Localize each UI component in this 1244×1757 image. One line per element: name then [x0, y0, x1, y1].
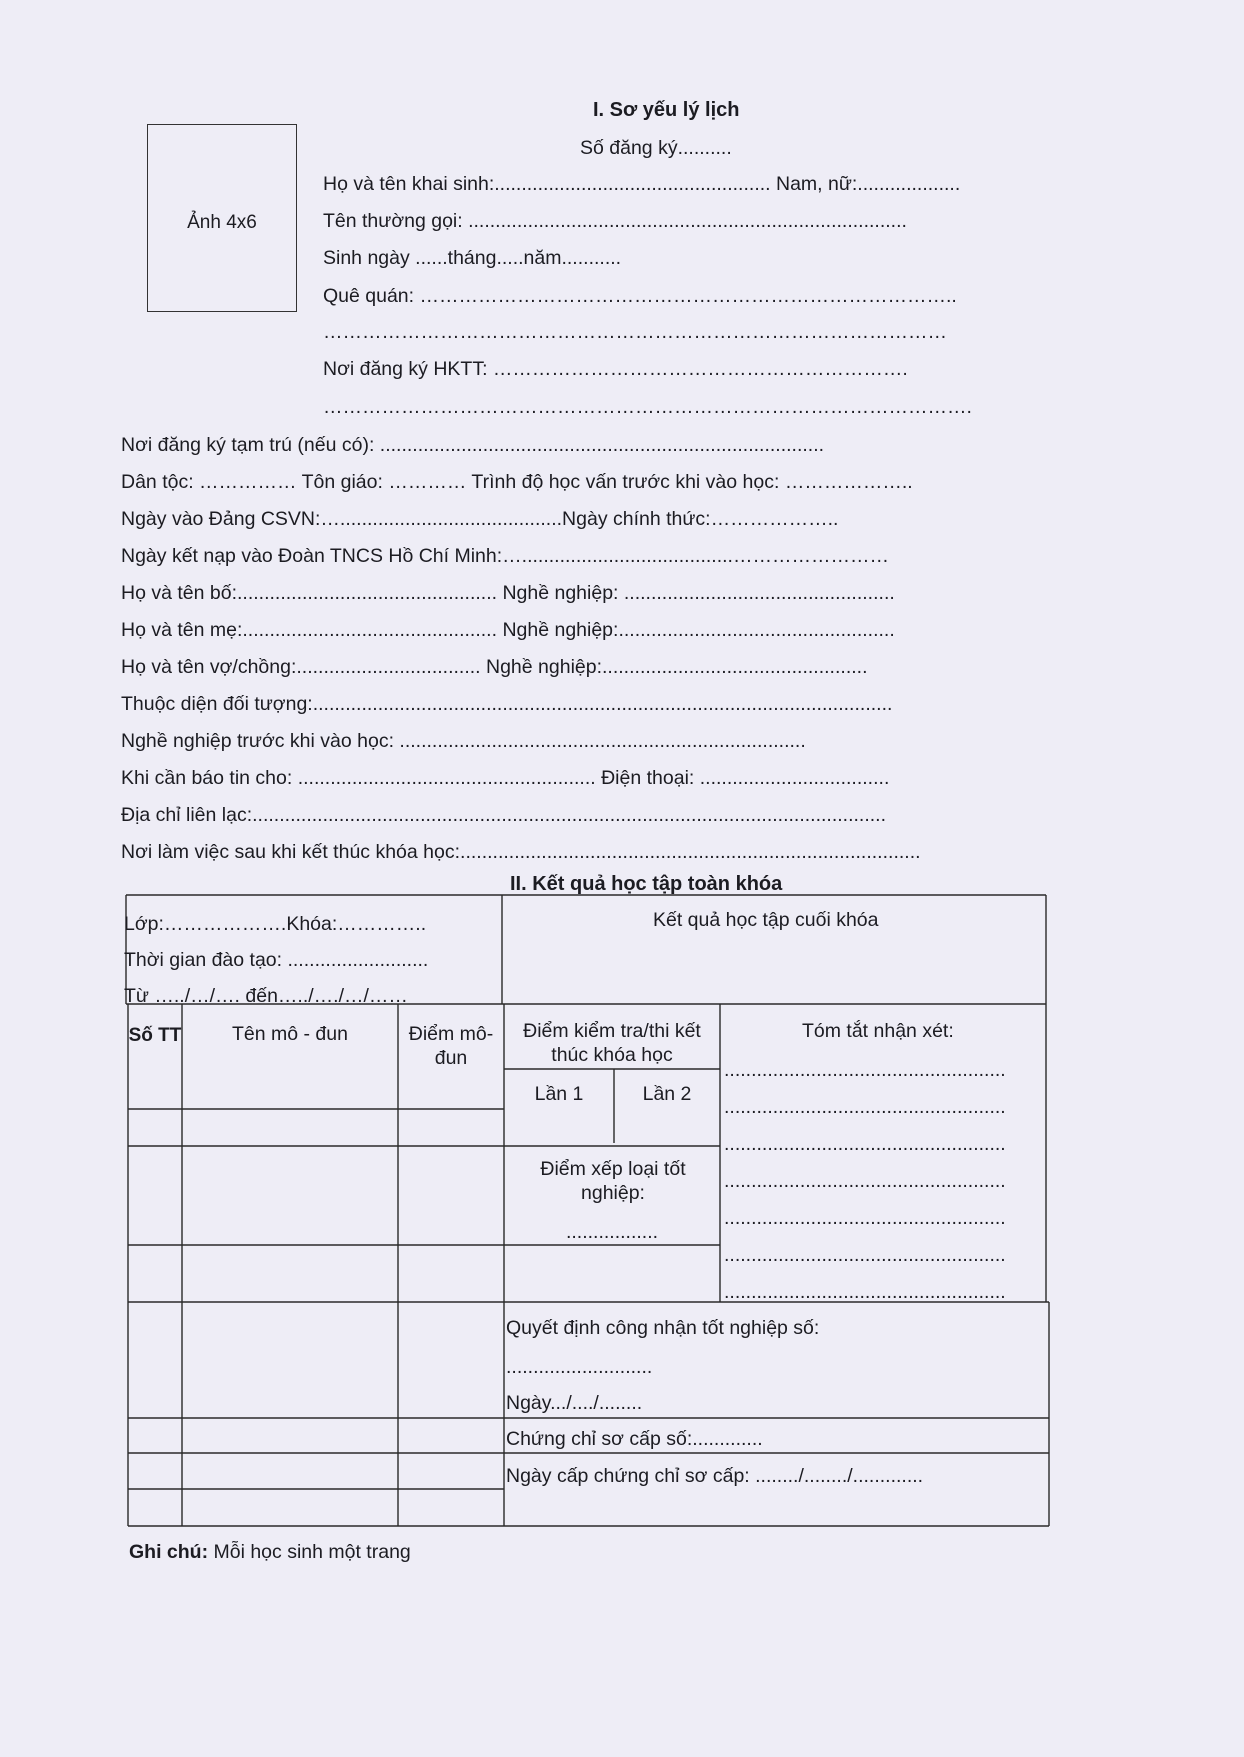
graduation-decision-number: ........................... — [506, 1356, 653, 1378]
training-period-field: Từ …../…/…. đến…../…./…/…… — [124, 985, 408, 1007]
field-prior-occupation: Nghề nghiệp trước khi vào học: ........................................................................... — [121, 730, 806, 752]
field-permanent-residence: Nơi đăng ký HKTT: ………………………………………………………. — [323, 358, 908, 380]
graduation-rank-value: ................. — [565, 1221, 659, 1243]
field-address: Địa chỉ liên lạc:..................................................................................................................... — [121, 804, 887, 826]
col-header-summary: Tóm tắt nhận xét: — [802, 1020, 954, 1042]
field-hometown: Quê quán: ……………………………………………………………………….. — [323, 285, 957, 307]
final-results-heading: Kết quả học tập cuối khóa — [653, 909, 879, 931]
footnote — [129, 1540, 411, 1564]
col-header-no: Số TT — [128, 1025, 182, 1046]
summary-line: .................................................... — [724, 1244, 1006, 1266]
summary-line: .................................................... — [724, 1207, 1006, 1229]
field-temporary-residence: Nơi đăng ký tạm trú (nếu có): .................................................................................. — [121, 434, 825, 456]
summary-line: .................................................... — [724, 1059, 1006, 1081]
field-birth-name: Họ và tên khai sinh:................................................... Nam, nữ:................... — [323, 173, 961, 195]
field-workplace-after: Nơi làm việc sau khi kết thúc khóa học:..................................................................................... — [121, 841, 921, 863]
col-header-attempt2: Lần 2 — [642, 1083, 692, 1105]
certificate-number: Chứng chỉ sơ cấp số:............. — [506, 1428, 763, 1450]
col-header-score: Điểm mô-đun — [408, 1023, 494, 1069]
field-father: Họ và tên bố:................................................ Nghề nghiệp: .................................................. — [121, 582, 895, 604]
col-header-module: Tên mô - đun — [232, 1023, 348, 1045]
summary-line: .................................................... — [724, 1133, 1006, 1155]
field-ethnicity-religion: Dân tộc: …………… Tôn giáo: ………… Trình độ học vấn trước khi vào học: ……………….. — [121, 471, 913, 493]
field-mother: Họ và tên mẹ:............................................... Nghề nghiệp:................................................... — [121, 619, 895, 641]
field-common-name: Tên thường gọi: ................................................................................. — [323, 210, 907, 232]
graduation-rank-label: Điểm xếp loại tốt nghiệp: — [540, 1158, 686, 1204]
field-spouse: Họ và tên vợ/chồng:.................................. Nghề nghiệp:................................................. — [121, 656, 868, 678]
field-permanent-residence-cont: ………………………………………………………………………………………. — [323, 396, 972, 418]
section-title: I. Sơ yếu lý lịch — [593, 99, 740, 121]
footnote-label: Ghi chú: — [129, 1541, 209, 1563]
section2-title: II. Kết quả học tập toàn khóa — [510, 873, 783, 895]
col-header-attempt1: Lần 1 — [534, 1083, 584, 1105]
summary-line: .................................................... — [724, 1170, 1006, 1192]
field-birth-date: Sinh ngày ......tháng.....năm........... — [323, 247, 622, 269]
field-emergency-contact: Khi cần báo tin cho: ....................................................... Điện thoại: ................................... — [121, 767, 890, 789]
graduation-decision-label: Quyết định công nhận tốt nghiệp số: — [506, 1317, 820, 1339]
field-youth-union: Ngày kết nạp vào Đoàn TNCS Hồ Chí Minh:….......................................…………………… — [121, 545, 889, 567]
training-duration-field: Thời gian đào tạo: .......................... — [124, 949, 429, 971]
summary-line: .................................................... — [724, 1096, 1006, 1118]
photo-label: Ảnh 4x6 — [187, 212, 257, 233]
graduation-decision-date: Ngày.../..../........ — [506, 1392, 643, 1414]
field-party-dates: Ngày vào Đảng CSVN:….........................................Ngày chính thức:……………….. — [121, 508, 839, 530]
col-header-exam: Điểm kiểm tra/thi kết thúc khóa học — [523, 1020, 701, 1066]
class-course-field: Lớp:……………….Khóa:………….. — [124, 913, 427, 935]
field-hometown-cont: …………………………………………………………………………………… — [323, 321, 947, 343]
field-subject-category: Thuộc diện đối tượng:........................................................................................................... — [121, 693, 893, 715]
registration-number: Số đăng ký.......... — [580, 137, 732, 159]
summary-line: .................................................... — [724, 1281, 1006, 1303]
certificate-issue-date: Ngày cấp chứng chỉ sơ cấp: ......../......../............. — [506, 1465, 924, 1487]
footnote-text: Mỗi học sinh một trang — [208, 1541, 411, 1563]
